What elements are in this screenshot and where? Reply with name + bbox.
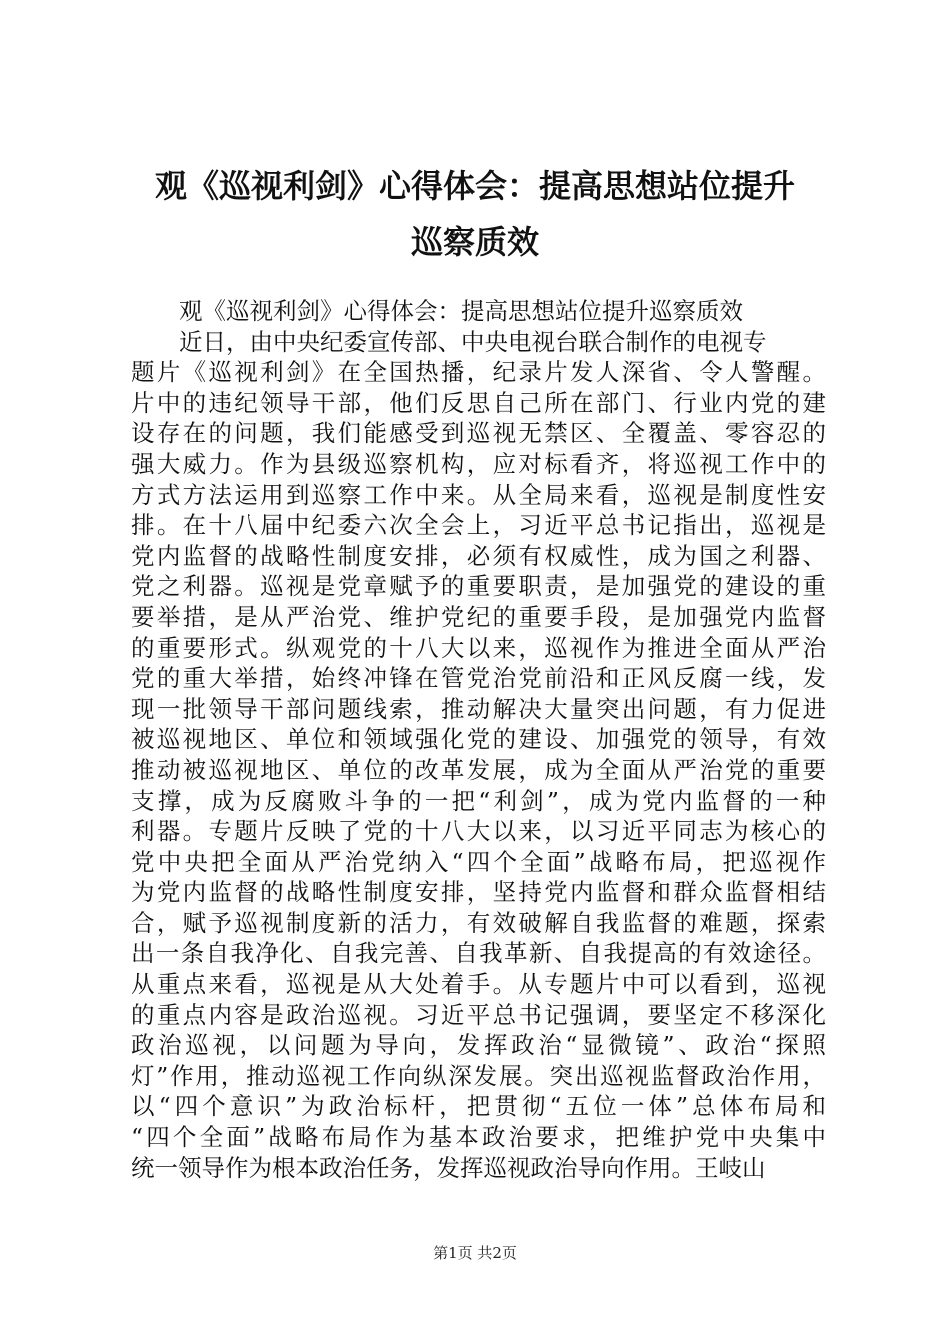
body-text-line: 片中的违纪领导干部，他们反思自己所在部门、行业内党的建 — [131, 388, 826, 417]
body-text-line: 统一领导作为根本政治任务，发挥巡视政治导向作用。王岐山 — [131, 1153, 766, 1182]
body-text-line: 党的重大举措，始终冲锋在管党治党前沿和正风反腐一线，发 — [131, 664, 826, 693]
body-text-line: 政治巡视，以问题为导向，发挥政治“显微镜”、政治“探照 — [131, 1031, 826, 1060]
body-text-line: 强大威力。作为县级巡察机构，应对标看齐，将巡视工作中的 — [131, 449, 826, 478]
body-text-line: 党中央把全面从严治党纳入“四个全面”战略布局，把巡视作 — [131, 847, 826, 876]
body-text-line: 以“四个意识”为政治标杆，把贯彻“五位一体”总体布局和 — [131, 1092, 826, 1121]
body-text-line: 合，赋予巡视制度新的活力，有效破解自我监督的难题，探索 — [131, 908, 826, 937]
body-text-line: 从重点来看，巡视是从大处着手。从专题片中可以看到，巡视 — [131, 970, 826, 999]
body-text-line: 现一批领导干部问题线索，推动解决大量突出问题，有力促进 — [131, 694, 826, 723]
page-footer: 第1页 共2页 — [433, 1244, 517, 1262]
body-text-line: 出一条自我净化、自我完善、自我革新、自我提高的有效途径。 — [131, 939, 826, 968]
document-body — [131, 296, 826, 1183]
body-text-line: 支撑，成为反腐败斗争的一把“利剑”，成为党内监督的一种 — [131, 786, 826, 815]
body-text-line: 利器。专题片反映了党的十八大以来，以习近平同志为核心的 — [131, 817, 826, 846]
body-text-line: 近日，由中央纪委宣传部、中央电视台联合制作的电视专 — [179, 327, 767, 356]
body-text-line: 题片《巡视利剑》在全国热播，纪录片发人深省、令人警醒。 — [131, 358, 826, 387]
body-text-line: 的重要形式。纵观党的十八大以来，巡视作为推进全面从严治 — [131, 633, 826, 662]
body-text-line: 灯”作用，推动巡视工作向纵深发展。突出巡视监督政治作用， — [131, 1061, 826, 1090]
body-text-line: 推动被巡视地区、单位的改革发展，成为全面从严治党的重要 — [131, 755, 826, 784]
body-text-line: 排。在十八届中纪委六次全会上，习近平总书记指出，巡视是 — [131, 511, 826, 540]
body-text-line: 党之利器。巡视是党章赋予的重要职责，是加强党的建设的重 — [131, 572, 826, 601]
body-text-line: 观《巡视利剑》心得体会：提高思想站位提升巡察质效 — [179, 297, 743, 325]
body-text-line: 要举措，是从严治党、维护党纪的重要手段，是加强党内监督 — [131, 602, 826, 631]
body-text-line: 方式方法运用到巡察工作中来。从全局来看，巡视是制度性安 — [131, 480, 826, 509]
document-title-line-2: 巡察质效 — [410, 223, 539, 261]
body-text-line: 被巡视地区、单位和领域强化党的建设、加强党的领导，有效 — [131, 725, 826, 754]
body-text-line: 设存在的问题，我们能感受到巡视无禁区、全覆盖、零容忍的 — [131, 419, 826, 448]
body-text-line: “四个全面”战略布局作为基本政治要求，把维护党中央集中 — [131, 1123, 826, 1152]
body-text-line: 党内监督的战略性制度安排，必须有权威性，成为国之利器、 — [131, 541, 826, 570]
body-text-line: 为党内监督的战略性制度安排，坚持党内监督和群众监督相结 — [131, 878, 826, 907]
document-title-line-1: 观《巡视利剑》心得体会：提高思想站位提升 — [154, 167, 795, 205]
body-text-line: 的重点内容是政治巡视。习近平总书记强调，要坚定不移深化 — [131, 1000, 826, 1029]
